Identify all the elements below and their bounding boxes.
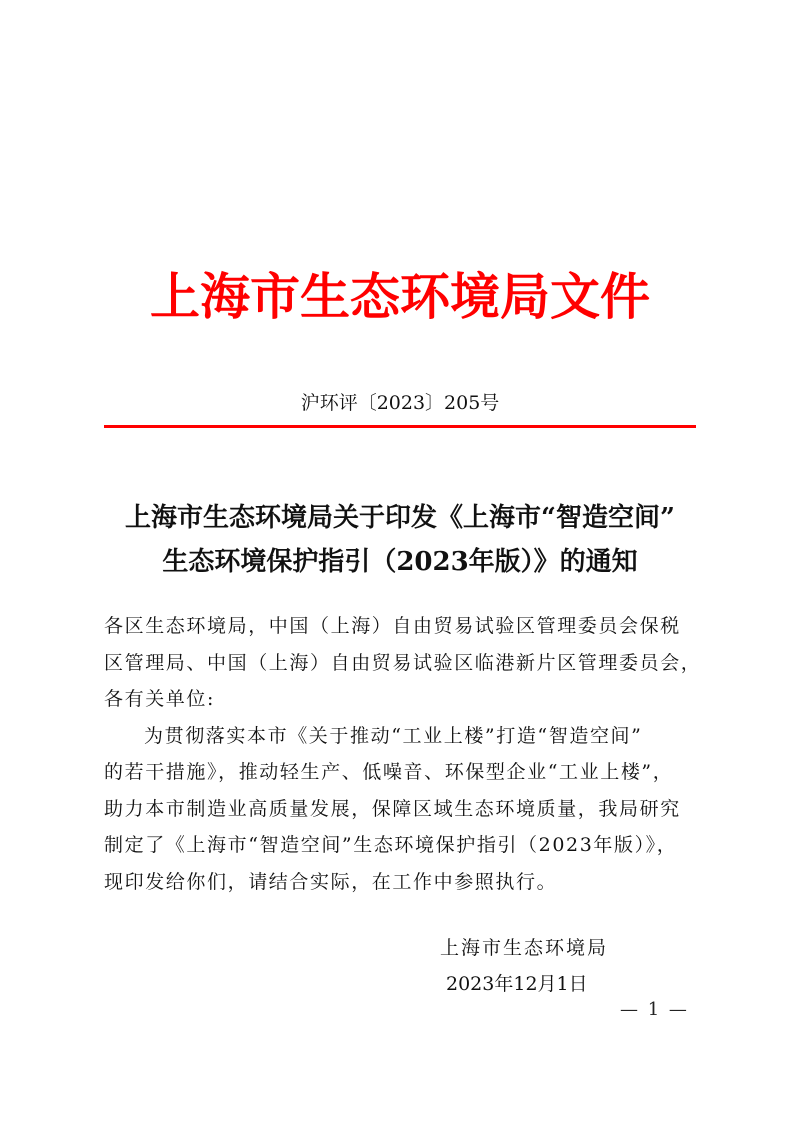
notice-title [95,496,705,584]
addressee-line-2: 区管理局、中国（上海）自由贸易试验区临港新片区管理委员会， [104,651,702,674]
notice-body [104,608,702,900]
body-line-1: 为贯彻落实本市《关于推动“工业上楼”打造“智造空间” [144,724,643,747]
body-line-5: 现印发给你们，请结合实际，在工作中参照执行。 [104,870,558,893]
notice-title-line-2: 生态环境保护指引（2023年版）》的通知 [162,547,638,577]
signature-block [440,930,608,1002]
red-divider-line [104,425,696,428]
body-line-3: 助力本市制造业高质量发展，保障区域生态环境质量，我局研究 [104,797,681,820]
document-number: 沪环评〔2023〕205号 [300,392,500,414]
page-number: — 1 — [620,999,689,1020]
signature-organization: 上海市生态环境局 [440,937,609,959]
addressee-line-1: 各区生态环境局，中国（上海）自由贸易试验区管理委员会保税 [104,615,681,637]
body-line-4: 制定了《上海市“智造空间”生态环境保护指引（2023年版）》， [104,834,678,856]
body-line-2: 的若干措施》，推动轻生产、低噪音、环保型企业“工业上楼”， [104,761,674,783]
masthead-title: 上海市生态环境局文件 [150,268,650,326]
addressee-line-3: 各有关单位: [104,688,216,710]
signature-date: 2023年12月1日 [446,973,588,995]
notice-title-line-1: 上海市生态环境局关于印发《上海市“智造空间” [125,503,675,533]
